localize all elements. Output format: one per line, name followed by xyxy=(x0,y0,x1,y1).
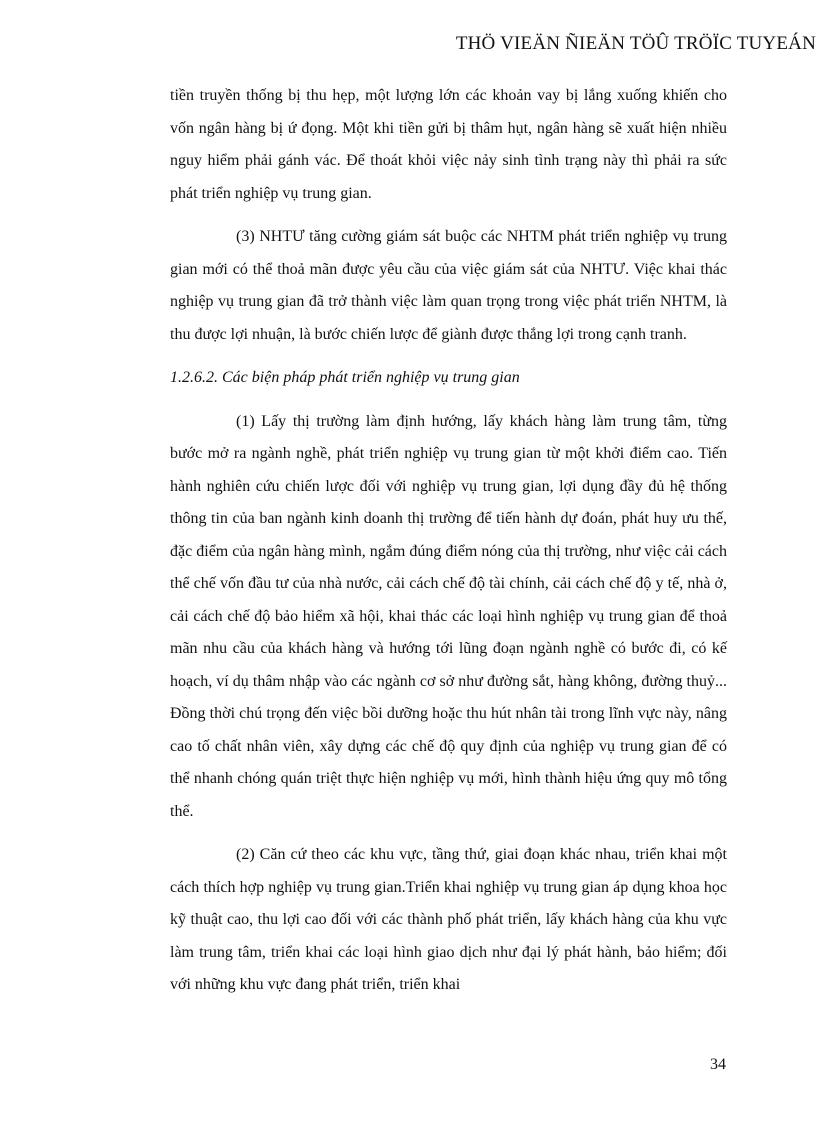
paragraph-measure-1: (1) Lấy thị trường làm định hướng, lấy khách hàng làm trung tâm, từng bước mở ra ngành nghề, phát triển nghiệp vụ trung gian từ một khởi điểm cao. Tiến hành nghiên cứu chiến lược đối với nghiệp vụ trung gian, lợi dụng đầy đủ hệ thống thông tin của ban ngành kinh doanh thị trường để tiến hành dự đoán, phát huy ưu thế, đặc điểm của ngân hàng mình, ngắm đúng điểm nóng của thị trường, như việc cải cách thể chế vốn đầu tư của nhà nước, cải cách chế độ tài chính, cải cách chế độ y tế, nhà ở, cải cách chế độ bảo hiểm xã hội, khai thác các loại hình nghiệp vụ trung gian để thoả mãn nhu cầu của khách hàng và hướng tới lũng đoạn ngành nghề có bước đi, có kế hoạch, ví dụ thâm nhập vào các ngành cơ sở như đường sắt, hàng không, đường thuỷ... Đồng thời chú trọng đến việc bồi dưỡng hoặc thu hút nhân tài trong lĩnh vực này, nâng cao tố chất nhân viên, xây dựng các chế độ quy định của nghiệp vụ trung gian để có thể nhanh chóng quán triệt thực hiện nghiệp vụ mới, hình thành hiệu ứng quy mô tổng thể. xyxy=(170,412,727,820)
document-body xyxy=(170,80,727,1013)
page-number: 34 xyxy=(710,1056,726,1073)
paragraph-point-3: (3) NHTƯ tăng cường giám sát buộc các NHTM phát triển nghiệp vụ trung gian mới có thể thoả mãn được yêu cầu của việc giám sát của NHTƯ. Việc khai thác nghiệp vụ trung gian đã trở thành việc làm quan trọng trong việc phát triển NHTM, là thu được lợi nhuận, là bước chiến lược để giành được thắng lợi trong cạnh tranh. xyxy=(170,228,727,343)
section-heading: 1.2.6.2. Các biện pháp phát triển nghiệp vụ trung gian xyxy=(170,369,520,386)
paragraph-measure-2: (2) Căn cứ theo các khu vực, tầng thứ, giai đoạn khác nhau, triển khai một cách thích hợp nghiệp vụ trung gian.Triển khai nghiệp vụ trung gian áp dụng khoa học kỹ thuật cao, thu lợi cao đối với các thành phố phát triển, lấy khách hàng của khu vực làm trung tâm, triển khai các loại hình giao dịch như đại lý phát hành, bảo hiểm; đối với những khu vực đang phát triển, triển khai xyxy=(170,846,727,993)
running-header: THÖ VIEÄN ÑIEÄN TÖÛ TRÖÏC TUYEÁN xyxy=(455,33,816,54)
paragraph-continuation: tiền truyền thống bị thu hẹp, một lượng lớn các khoản vay bị lắng xuống khiến cho vốn ngân hàng bị ứ đọng. Một khi tiền gửi bị thâm hụt, ngân hàng sẽ xuất hiện nhiều nguy hiểm phải gánh vác. Để thoát khỏi việc nảy sinh tình trạng này thì phải ra sức phát triển nghiệp vụ trung gian. xyxy=(170,87,727,202)
